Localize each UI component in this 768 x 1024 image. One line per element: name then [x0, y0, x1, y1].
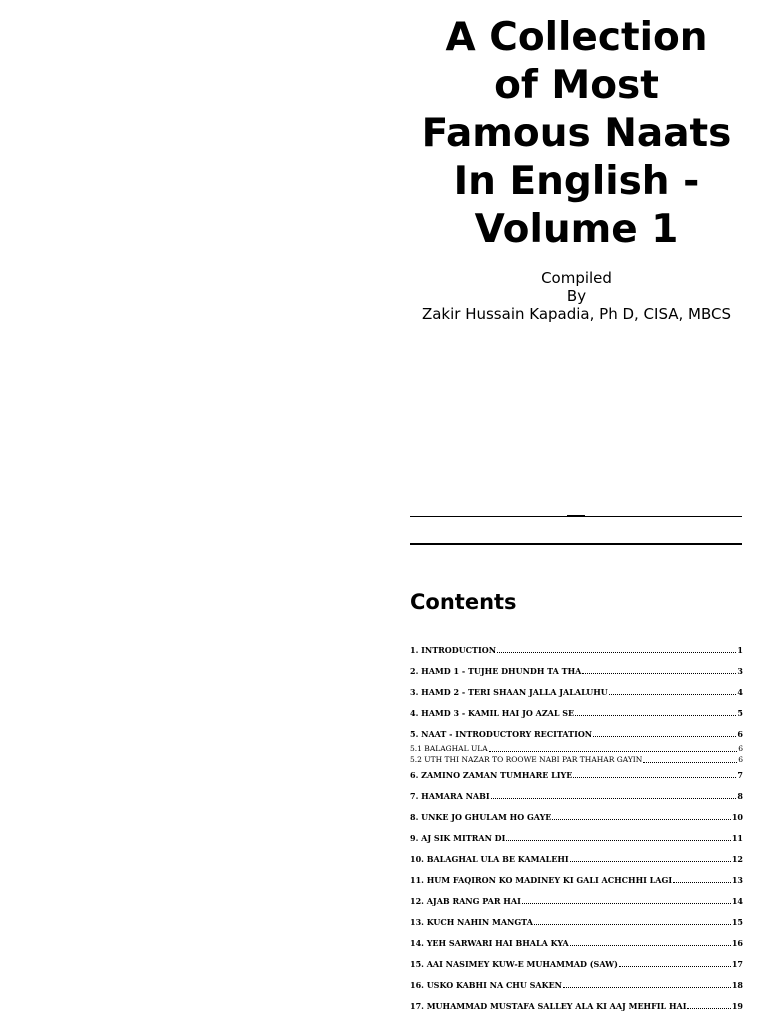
toc-entry-title: 13. KUCH NAHIN MANGTA	[410, 917, 533, 927]
toc-entry-page-number: 17	[731, 959, 743, 969]
toc-entry-title: 9. AJ SIK MITRAN DI	[410, 833, 506, 843]
toc-entry-title: 1. INTRODUCTION	[410, 645, 497, 655]
toc-entry-page-number: 1	[737, 645, 743, 655]
toc-entry[interactable]	[410, 853, 743, 864]
toc-leader-dots	[573, 776, 736, 778]
toc-entry[interactable]	[410, 811, 743, 822]
toc-entry-title: 8. UNKE JO GHULAM HO GAYE	[410, 812, 552, 822]
toc-entry[interactable]	[410, 790, 743, 801]
toc-leader-dots	[534, 923, 731, 925]
toc-entry-page-number: 12	[731, 854, 743, 864]
toc-entry-page-number: 6	[738, 755, 743, 764]
title-line: In English -	[453, 159, 700, 204]
toc-entry[interactable]	[410, 707, 743, 718]
toc-leader-dots	[575, 714, 736, 716]
toc-entry-page-number: 8	[737, 791, 743, 801]
title-line: of Most	[494, 63, 659, 108]
title-line: A Collection	[445, 15, 708, 60]
toc-entry-page-number: 10	[731, 812, 743, 822]
toc-leader-dots	[673, 881, 731, 883]
toc-entry-title: 4. HAMD 3 - KAMIL HAI JO AZAL SE	[410, 708, 575, 718]
toc-entry-page-number: 13	[731, 875, 743, 885]
divider-line-thick	[410, 543, 742, 545]
compiled-line: Compiled	[541, 269, 612, 287]
toc-leader-dots	[570, 944, 731, 946]
contents-heading: Contents	[410, 590, 517, 614]
toc-entry-page-number: 18	[731, 980, 743, 990]
divider-mark	[567, 515, 585, 517]
toc-leader-dots	[609, 693, 737, 695]
compiled-by-block	[410, 269, 743, 323]
toc-entry[interactable]	[410, 769, 743, 780]
toc-entry-title: 7. HAMARA NABI	[410, 791, 490, 801]
by-line: By	[566, 287, 587, 305]
toc-leader-dots	[552, 818, 730, 820]
toc-entry-title: 17. MUHAMMAD MUSTAFA SALLEY ALA KI AAJ MEHFIL HAI	[410, 1001, 687, 1011]
toc-leader-dots	[522, 902, 731, 904]
toc-leader-dots	[593, 735, 736, 737]
toc-leader-dots	[582, 672, 736, 674]
toc-entry[interactable]	[410, 958, 743, 969]
toc-entry-title: 16. USKO KABHI NA CHU SAKEN	[410, 980, 562, 990]
toc-entry-page-number: 5	[737, 708, 743, 718]
toc-leader-dots	[489, 750, 738, 752]
toc-entry-title: 3. HAMD 2 - TERI SHAAN JALLA JALALUHU	[410, 687, 608, 697]
toc-entry-title: 12. AJAB RANG PAR HAI	[410, 896, 521, 906]
toc-entry[interactable]	[410, 895, 743, 906]
toc-leader-dots	[619, 965, 731, 967]
toc-entry[interactable]	[410, 686, 743, 697]
toc-entry[interactable]	[410, 832, 743, 843]
toc-entry-page-number: 11	[731, 833, 743, 843]
toc-entry-title: 14. YEH SARWARI HAI BHALA KYA	[410, 938, 569, 948]
toc-entry-title: 2. HAMD 1 - TUJHE DHUNDH TA THA	[410, 666, 582, 676]
toc-entry-title: 15. AAI NASIMEY KUW-E MUHAMMAD (SAW)	[410, 959, 618, 969]
toc-leader-dots	[497, 651, 736, 653]
toc-entry[interactable]	[410, 665, 743, 676]
toc-entry-title: 5.1 BALAGHAL ULA	[410, 744, 488, 753]
toc-entry-page-number: 16	[731, 938, 743, 948]
toc-entry-title: 6. ZAMINO ZAMAN TUMHARE LIYE	[410, 770, 573, 780]
toc-entry[interactable]	[410, 728, 743, 739]
toc-entry[interactable]	[410, 644, 743, 655]
toc-leader-dots	[570, 860, 731, 862]
toc-entry-page-number: 3	[737, 666, 743, 676]
toc-leader-dots	[687, 1007, 730, 1009]
toc-entry[interactable]	[410, 874, 743, 885]
toc-entry-page-number: 6	[737, 729, 743, 739]
toc-leader-dots	[491, 797, 737, 799]
toc-entry-title: 10. BALAGHAL ULA BE KAMALEHI	[410, 854, 569, 864]
toc-leader-dots	[563, 986, 731, 988]
toc-entry-page-number: 14	[731, 896, 743, 906]
toc-entry-page-number: 6	[738, 744, 743, 753]
toc-entry-page-number: 4	[737, 687, 743, 697]
toc-leader-dots	[643, 761, 737, 763]
author-line: Zakir Hussain Kapadia, Ph D, CISA, MBCS	[421, 305, 732, 323]
toc-leader-dots	[506, 839, 731, 841]
toc-entry-title: 5. NAAT - INTRODUCTORY RECITATION	[410, 729, 593, 739]
toc-entry-page-number: 15	[731, 917, 743, 927]
toc-entry-title: 5.2 UTH THI NAZAR TO ROOWE NABI PAR THAHAR GAYIN	[410, 755, 643, 764]
toc-entry[interactable]	[410, 916, 743, 927]
toc-entry-page-number: 7	[737, 770, 743, 780]
toc-entry[interactable]	[410, 743, 743, 754]
toc-entry[interactable]	[410, 754, 743, 765]
toc-entry-page-number: 19	[731, 1001, 743, 1011]
title-line: Famous Naats	[421, 111, 732, 156]
toc-entry[interactable]	[410, 937, 743, 948]
toc-entry-title: 11. HUM FAQIRON KO MADINEY KI GALI ACHCHHI LAGI	[410, 875, 673, 885]
book-title	[410, 14, 743, 254]
toc-entry[interactable]	[410, 1000, 743, 1011]
toc-entry[interactable]	[410, 979, 743, 990]
title-line: Volume 1	[474, 207, 679, 252]
